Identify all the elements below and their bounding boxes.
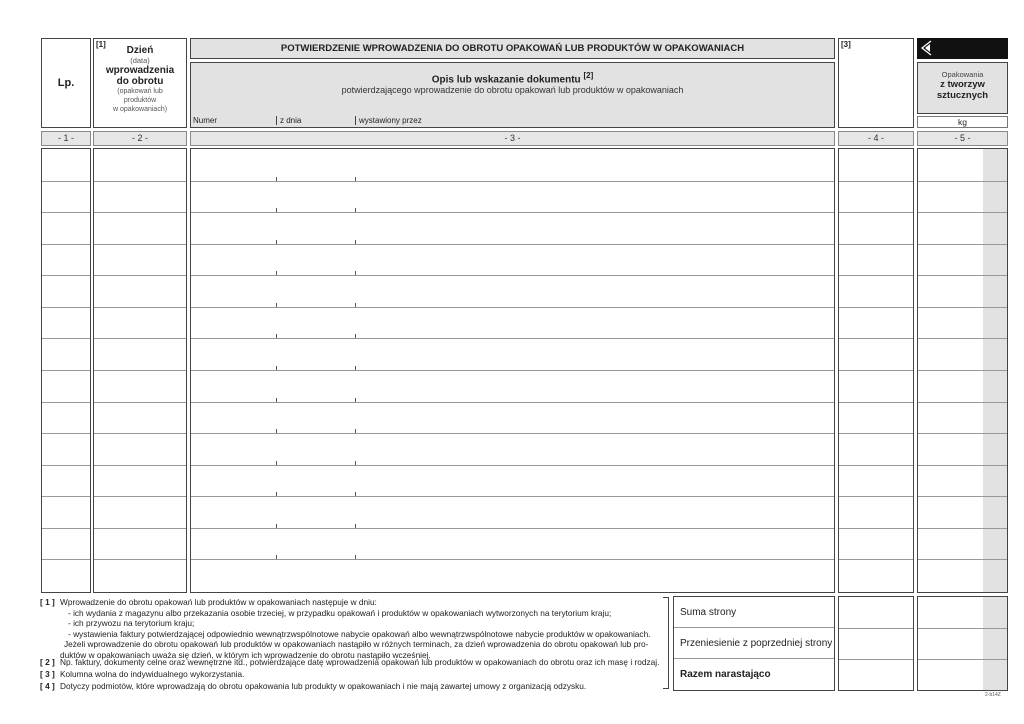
row-line (918, 659, 1007, 660)
row-line (191, 559, 834, 560)
row-line (839, 244, 913, 245)
row-line (191, 433, 834, 434)
field-divider-tick (276, 398, 277, 402)
row-line (42, 181, 90, 182)
row-line (94, 402, 186, 403)
row-line (42, 307, 90, 308)
field-divider-tick (276, 240, 277, 244)
footnote-line: Np. faktury, dokumenty celne oraz wewnętrzne itd., potwierdzające datę wprowadzenia opakowań lub produktów w opakowaniach do obrotu oraz ich masę i rodzaj. (60, 657, 660, 667)
row-line (94, 244, 186, 245)
field-divider-tick (276, 303, 277, 307)
row-line (42, 338, 90, 339)
back-button[interactable] (917, 38, 1008, 59)
plastic-title2: sztucznych (936, 90, 989, 101)
field-divider-tick (276, 461, 277, 465)
field-divider-tick (276, 334, 277, 338)
column-number-2: - 2 - (93, 131, 187, 146)
footnote-line: - ich wydania z magazynu albo przekazania osobie trzeciej, w przypadku opakowań i produktów w opakowaniach wytworzonych na terytorium kraju; (68, 607, 612, 618)
header-date (93, 38, 187, 128)
field-divider-tick (355, 398, 356, 402)
field-divider-tick (355, 524, 356, 528)
date-sub3: produktów (123, 97, 157, 104)
footnote-line: Jeżeli wprowadzenie do obrotu opakowań lub produktów w opakowaniach nastąpiło w różnych terminach, za dzień wprowadzenia do obrotu opakowań lub pro- (64, 639, 649, 649)
body-column-free[interactable] (838, 148, 914, 593)
field-divider-tick (276, 271, 277, 275)
row-line (918, 402, 1007, 403)
row-line (42, 244, 90, 245)
row-line (94, 307, 186, 308)
column-number-4: - 4 - (838, 131, 914, 146)
row-line (839, 496, 913, 497)
row-line (94, 559, 186, 560)
row-line (191, 307, 834, 308)
summary-column-4[interactable] (838, 596, 914, 691)
row-line (839, 402, 913, 403)
summary-label: Suma strony (680, 606, 737, 618)
row-line (839, 307, 913, 308)
footnote-key: [ 3 ] (40, 669, 55, 679)
date-title3: do obrotu (116, 76, 164, 87)
row-line (94, 496, 186, 497)
row-line (839, 181, 913, 182)
footnote-line: duktów w opakowaniach uważa się dzień, w którym ich wprowadzenie do obrotu nastąpiło wcześniej. (60, 649, 431, 660)
field-divider-tick (355, 240, 356, 244)
row-line (839, 659, 913, 660)
row-line (42, 212, 90, 213)
row-line (94, 370, 186, 371)
field-numer: Numer (193, 116, 218, 125)
field-divider-tick (276, 555, 277, 559)
field-divider-tick (276, 177, 277, 181)
footnote-2 (40, 657, 659, 668)
row-line (94, 212, 186, 213)
date-title2: wprowadzenia (105, 65, 175, 76)
body-column-date[interactable] (93, 148, 187, 593)
row-line (839, 370, 913, 371)
row-line (191, 402, 834, 403)
date-sub: (data) (130, 56, 150, 65)
row-line (918, 528, 1007, 529)
row-line (191, 338, 834, 339)
field-z-dnia: z dnia (276, 116, 301, 125)
field-divider-tick (355, 461, 356, 465)
ref-2: [2] (583, 71, 594, 80)
row-line (839, 275, 913, 276)
row-line (94, 181, 186, 182)
row-line (191, 181, 834, 182)
field-divider-tick (355, 366, 356, 370)
summary-total (674, 659, 834, 690)
row-line (918, 496, 1007, 497)
lp-label: Lp. (57, 77, 75, 89)
field-divider-tick (355, 303, 356, 307)
row-line (918, 559, 1007, 560)
footnote-line: Wprowadzenie do obrotu opakowań lub produktów w opakowaniach następuje w dniu: (60, 597, 377, 607)
field-divider-tick (276, 208, 277, 212)
row-line (918, 275, 1007, 276)
form-banner (190, 38, 835, 59)
row-line (94, 433, 186, 434)
row-line (191, 370, 834, 371)
plastic-title1: z tworzyw (940, 79, 985, 90)
row-line (918, 465, 1007, 466)
row-line (918, 433, 1007, 434)
row-line (42, 370, 90, 371)
field-divider-tick (355, 429, 356, 433)
row-line (42, 496, 90, 497)
gray-strip (983, 597, 1007, 690)
row-line (42, 559, 90, 560)
unit-kg (917, 116, 1008, 128)
row-line (42, 402, 90, 403)
column-number-1: - 1 - (41, 131, 91, 146)
date-title: Dzień (126, 45, 154, 56)
banner-title: POTWIERDZENIE WPROWADZENIA DO OBROTU OPAKOWAŃ LUB PRODUKTÓW W OPAKOWANIACH (280, 43, 745, 54)
summary-carried (674, 628, 834, 659)
column-number-5: - 5 - (917, 131, 1008, 146)
row-line (94, 465, 186, 466)
footnote-3 (40, 669, 244, 680)
unit-label: kg (958, 117, 967, 127)
row-line (839, 628, 913, 629)
footnote-bracket (663, 597, 669, 689)
field-divider-tick (276, 492, 277, 496)
row-line (42, 275, 90, 276)
arrow-left-icon (919, 40, 935, 56)
body-column-plastic[interactable] (917, 148, 1008, 593)
row-line (918, 307, 1007, 308)
row-line (191, 465, 834, 466)
body-column-document[interactable] (190, 148, 835, 593)
date-sub2: (opakowań lub (117, 88, 163, 95)
field-divider-tick (355, 334, 356, 338)
header-lp (41, 38, 91, 128)
row-line (191, 275, 834, 276)
body-column-lp[interactable] (41, 148, 91, 593)
column-number-3: - 3 - (190, 131, 835, 146)
footnote-key: [ 4 ] (40, 681, 55, 691)
row-line (918, 370, 1007, 371)
footnote-line: Dotyczy podmiotów, które wprowadzają do obrotu opakowania lub produkty w opakowaniach i nie mają zawartej umowy z organizacją odzysku. (60, 681, 587, 691)
summary-column-5[interactable] (917, 596, 1008, 691)
row-line (918, 244, 1007, 245)
row-line (94, 275, 186, 276)
row-line (839, 338, 913, 339)
ref-3: [3] (841, 40, 851, 49)
footnote-1 (40, 597, 651, 660)
summary-page (674, 597, 834, 628)
footnote-key: [ 1 ] (40, 597, 55, 607)
row-line (839, 465, 913, 466)
header-free-column (838, 38, 914, 128)
ref-1: [1] (96, 40, 106, 49)
document-subtitle: potwierdzającego wprowadzenie do obrotu opakowań lub produktów w opakowaniach (341, 85, 684, 96)
row-line (42, 528, 90, 529)
plastic-small: Opakowania (941, 70, 984, 79)
document-title: Opis lub wskazanie dokumentu (431, 74, 581, 86)
row-line (839, 559, 913, 560)
row-line (918, 628, 1007, 629)
row-line (94, 338, 186, 339)
summary-label: Razem narastająco (680, 669, 771, 680)
field-divider-tick (355, 492, 356, 496)
row-line (42, 465, 90, 466)
field-wystawiony: wystawiony przez (355, 116, 422, 125)
field-divider-tick (276, 429, 277, 433)
row-line (191, 212, 834, 213)
row-line (94, 528, 186, 529)
field-divider-tick (355, 177, 356, 181)
footnote-4 (40, 681, 586, 692)
footnote-line: - ich przywozu na terytorium kraju; (68, 618, 195, 628)
row-line (191, 496, 834, 497)
row-line (918, 212, 1007, 213)
row-line (191, 244, 834, 245)
summary-labels (673, 596, 835, 691)
header-plastic (917, 62, 1008, 114)
field-divider-tick (276, 366, 277, 370)
row-line (839, 433, 913, 434)
field-divider-tick (276, 524, 277, 528)
row-line (918, 338, 1007, 339)
footnote-line: - wystawienia faktury potwierdzającej odpowiednio wewnątrzwspólnotowe nabycie opakowań albo wewnątrzwspólnotowe nabycie produktów w opakowaniach. (68, 628, 651, 639)
footnote-line: Kolumna wolna do indywidualnego wykorzystania. (60, 669, 245, 679)
row-line (839, 212, 913, 213)
header-document (190, 62, 835, 128)
summary-label: Przeniesienie z poprzedniej strony (680, 637, 833, 649)
row-line (191, 528, 834, 529)
row-line (918, 181, 1007, 182)
date-sub4: w opakowaniach) (112, 106, 168, 113)
field-divider-tick (355, 271, 356, 275)
footnote-key: [ 2 ] (40, 657, 55, 667)
row-line (839, 528, 913, 529)
field-divider-tick (355, 208, 356, 212)
field-divider-tick (355, 555, 356, 559)
row-line (42, 433, 90, 434)
form-code: 2-b14Z (985, 692, 1001, 698)
